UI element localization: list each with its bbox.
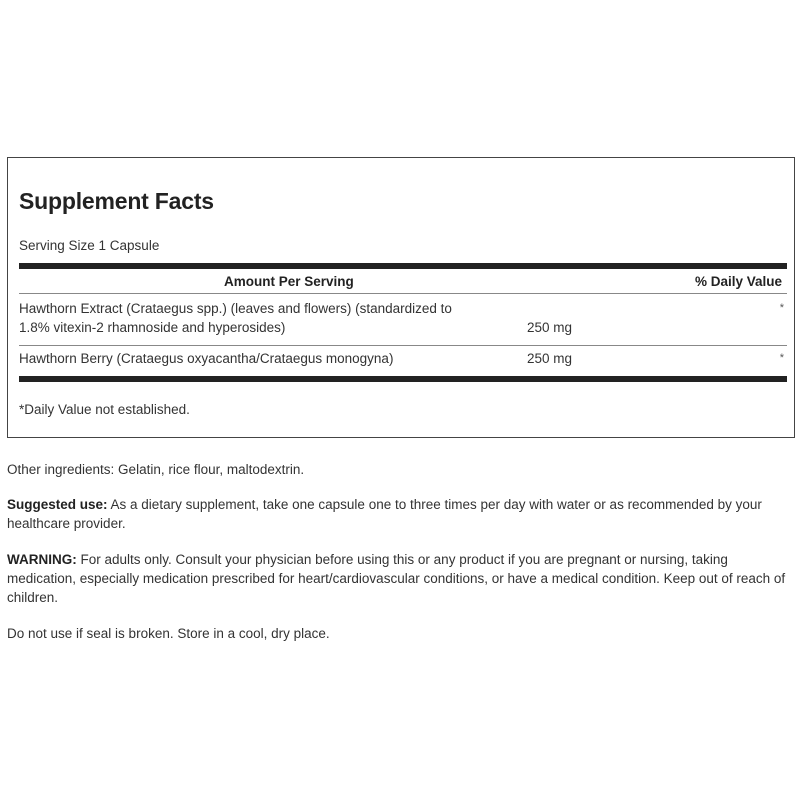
facts-title: Supplement Facts [19,188,214,214]
divider-thick-bottom [19,376,787,382]
storage-instructions: Do not use if seal is broken. Store in a cool, dry place. [7,626,330,641]
amount-per-serving-header: Amount Per Serving [224,274,354,289]
ingredient-name-line: Hawthorn Extract (Crataegus spp.) (leaves and flowers) (standardized to [19,301,452,316]
ingredient-name [19,299,579,337]
suggested-use [7,495,793,533]
daily-value-footnote: *Daily Value not established. [19,402,190,417]
suggested-use-label: Suggested use: [7,497,108,512]
ingredient-row [19,349,787,371]
divider-thin [19,293,787,294]
ingredient-amount: 250 mg [527,320,573,335]
daily-value-header: % Daily Value [694,274,782,289]
warning-text: For adults only. Consult your physician before using this or any product if you are pregnant or nursing, taking medication, especially medication prescribed for heart/cardiovascular conditions, or have a medical condition. Keep out of reach of children. [7,552,786,605]
ingredient-name-line: 1.8% vitexin-2 rhamnoside and hyperosides) [19,320,286,335]
warning [7,550,793,607]
other-ingredients: Other ingredients: Gelatin, rice flour, maltodextrin. [7,462,305,477]
divider-thin [19,345,787,346]
divider-thick-top [19,263,787,269]
ingredient-daily-value: * [779,352,784,364]
suggested-use-text: As a dietary supplement, take one capsule one to three times per day with water or as recommended by your healthcare provider. [7,497,762,531]
serving-size: Serving Size 1 Capsule [19,238,160,253]
ingredient-daily-value: * [779,302,784,314]
supplement-facts-panel [7,157,795,438]
warning-label: WARNING: [7,552,77,567]
ingredient-name: Hawthorn Berry (Crataegus oxyacantha/Crataegus monogyna) [19,351,394,366]
ingredient-row [19,299,787,343]
table-header [19,274,787,292]
ingredient-amount: 250 mg [527,351,573,366]
